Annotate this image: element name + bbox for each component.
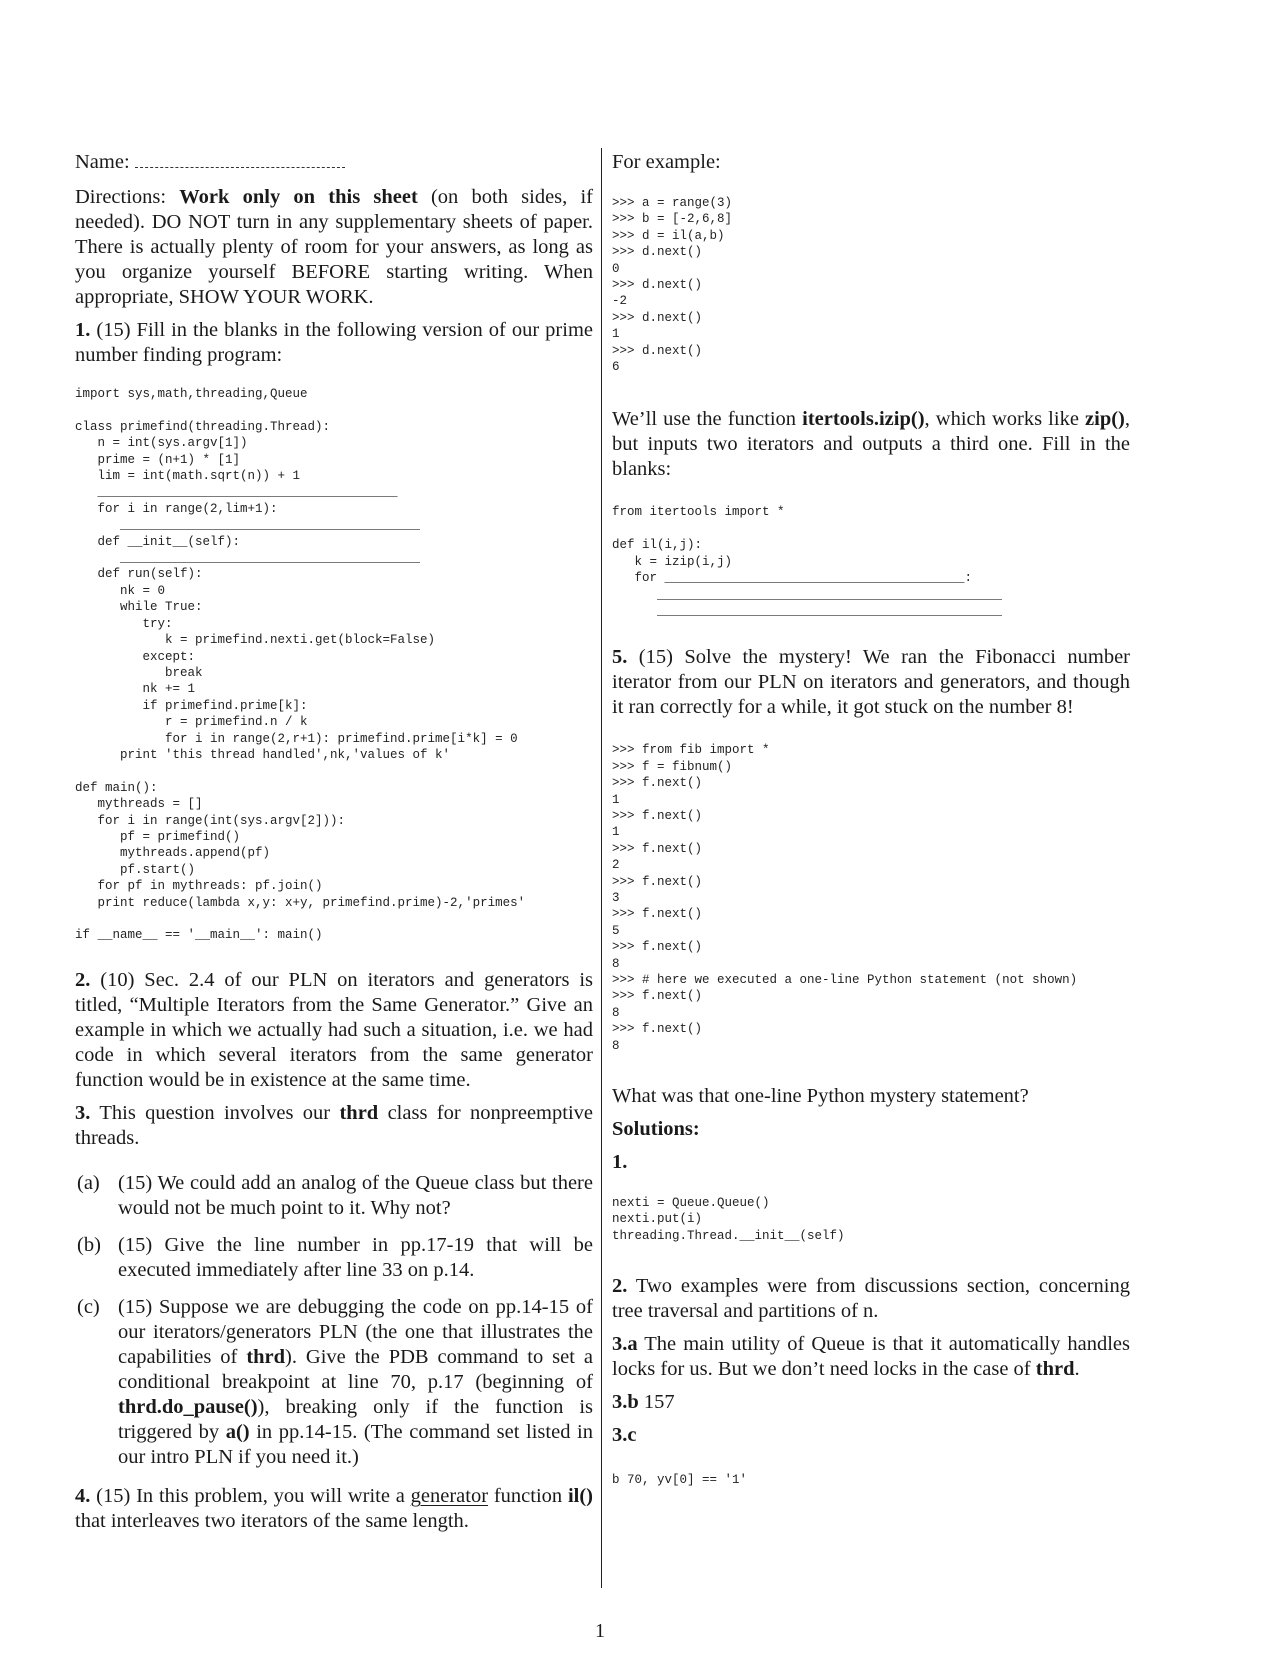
directions: Directions: Work only on this sheet (on both sides, if needed). DO NOT turn in any supplementary sheets of paper. There is actually plenty of room for your answers, as long as you organize yourself BEFORE starting writing. When appropriate, SHOW YOUR WORK. [75,186,594,308]
question-3a: (a) (15) We could add an analog of the Queue class but there would not be much point to it. Why not? [77,1171,593,1219]
izip-description: We’ll use the function itertools.izip(), which works like zip(), but inputs two iterators and outputs a third one. Fill in the blanks: [612,408,1131,481]
mystery-question: What was that one-line Python mystery statement? [612,1085,1029,1108]
question-3c: (c) (15) Suppose we are debugging the code on pp.14-15 of our iterators/generators PLN (the one that illustrates the capabilities of thrd). Give the PDB command to set a conditional breakpoint at line 70, p.17 (beginning of thrd.do_pause()), breaking only if the function is triggered by a() in pp.14-15. (The command set listed in our intro PLN if you need it.) [77,1295,593,1468]
il-fill-code: from itertools import * def il(i,j): k = izip(i,j) for ________________________________________: ______________________________________________ ______________________________________________ [612,505,1003,618]
fib-session-code: >>> from fib import * >>> f = fibnum() >>> f.next() 1 >>> f.next() 1 >>> f.next() 2 >>> f.next() 3 >>> f.next() 5 >>> f.next() 8 >>> # here we executed a one-line Python statement (not shown) >>> f.next() 8 >>> f.next() 8 [612,743,1078,1053]
name-blank[interactable] [135,153,345,168]
solution-3b: 3.b 157 [612,1391,675,1414]
il-example-code: >>> a = range(3) >>> b = [-2,6,8] >>> d = il(a,b) >>> d.next() 0 >>> d.next() -2 >>> d.next() 1 >>> d.next() 6 [612,196,733,375]
question-3b: (b) (15) Give the line number in pp.17-19 that will be executed immediately after line 33 on p.14. [77,1233,593,1281]
name-line [75,150,593,175]
right-column [612,150,1130,1489]
solution-1-code: nexti = Queue.Queue() nexti.put(i) threading.Thread.__init__(self) [612,1196,845,1243]
column-divider [601,148,602,1588]
question-2: 2. (10) Sec. 2.4 of our PLN on iterators and generators is titled, “Multiple Iterators from the Same Generator.” Give an example in which we actually had such a situation, i.e. we had code in which several iterators from the same generator function would be in existence at the same time. [75,968,593,1091]
question-1: 1. (15) Fill in the blanks in the following version of our prime number finding program: [75,319,593,366]
solutions-heading: Solutions: [612,1118,700,1141]
solution-3a: 3.a The main utility of Queue is that it automatically handles locks for us. But we don’t need locks in the case of thrd. [612,1333,1130,1381]
q1-code-block: import sys,math,threading,Queue class primefind(threading.Thread): n = int(sys.argv[1]) prime = (n+1) * [1] lim = int(math.sqrt(n)) + 1 ________________________________________ for i in range(2,lim+1): ________________________________________ def __init__(self): ________________________________________ def run(self): nk = 0 while True: try: k = primefind.nexti.get(block=False) except: break nk += 1 if primefind.prime[k]: r = primefind.n / k for i in range(2,r+1): primefind.prime[i*k] = 0 print 'this thread handled',nk,'values of k' def main(): mythreads = [] for i in range(int(sys.argv[2])): pf = primefind() mythreads.append(pf) pf.start() for pf in mythreads: pf.join() print reduce(lambda x,y: x+y, primefind.prime)-2,'primes' if __name__ == '__main__': main() [75,387,526,943]
name-label: Name: [75,151,130,173]
solution-2: 2. Two examples were from discussions section, concerning tree traversal and partitions of n. [612,1275,1130,1323]
question-4: 4. (15) In this problem, you will write a generator function il() that interleaves two iterators of the same length. [75,1484,593,1532]
question-5: 5. (15) Solve the mystery! We ran the Fibonacci number iterator from our PLN on iterators and generators, and though it ran correctly for a while, it got stuck on the number 8! [612,646,1130,719]
solution-3c-code: b 70, yv[0] == '1' [612,1473,748,1488]
solution-3c-label: 3.c [612,1424,637,1447]
question-3: 3. This question involves our thrd class for nonpreemptive threads. [75,1101,593,1149]
left-column [75,150,593,1542]
example-label: For example: [612,151,721,173]
page-number: 1 [595,1620,605,1642]
solution-1-label: 1. [612,1151,628,1174]
